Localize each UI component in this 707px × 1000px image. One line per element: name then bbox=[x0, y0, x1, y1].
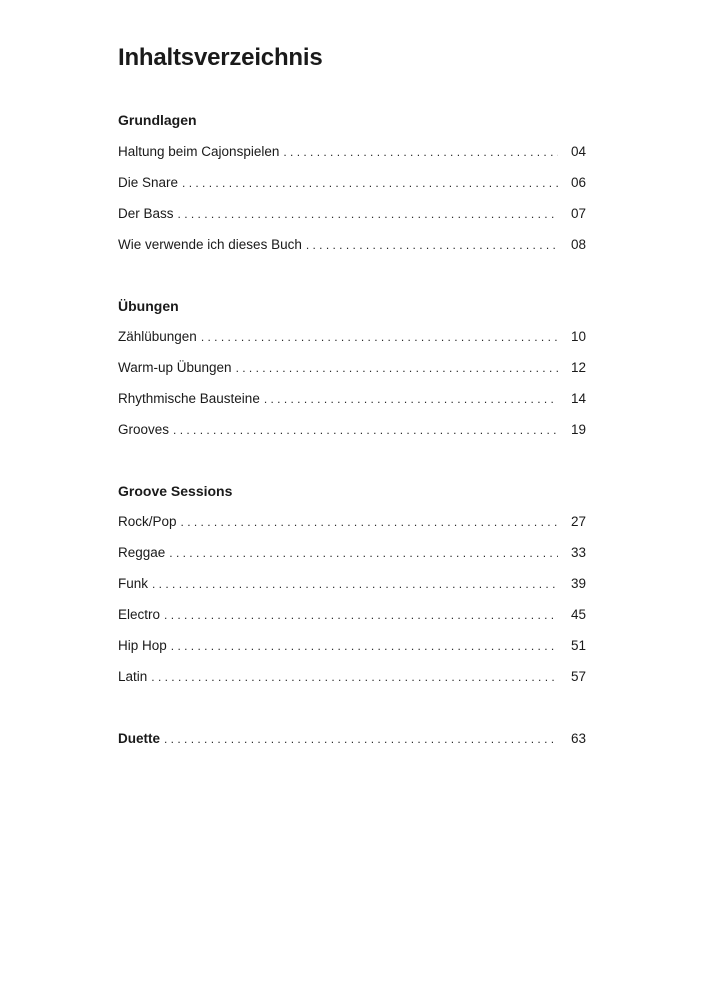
leader-dots bbox=[173, 421, 558, 439]
toc-entry-page: 51 bbox=[570, 638, 586, 653]
toc-entry-page: 27 bbox=[570, 514, 586, 529]
toc-entry-label: Der Bass bbox=[118, 206, 174, 221]
toc-entry-label: Zählübungen bbox=[118, 329, 197, 344]
toc-entry-label: Rhythmische Bausteine bbox=[118, 391, 260, 406]
toc-entry-page: 06 bbox=[570, 175, 586, 190]
leader-dots bbox=[151, 668, 558, 686]
leader-dots bbox=[201, 328, 558, 346]
toc-entry[interactable] bbox=[118, 421, 586, 439]
toc-entry[interactable] bbox=[118, 606, 586, 624]
section-heading-uebungen: Übungen bbox=[118, 298, 179, 314]
toc-entry[interactable] bbox=[118, 544, 586, 562]
toc-entry-label: Hip Hop bbox=[118, 638, 167, 653]
leader-dots bbox=[306, 236, 558, 254]
page-title: Inhaltsverzeichnis bbox=[118, 44, 323, 71]
toc-entry-label: Rock/Pop bbox=[118, 514, 177, 529]
leader-dots bbox=[178, 205, 558, 223]
toc-entry[interactable] bbox=[118, 513, 586, 531]
toc-entry-page: 08 bbox=[570, 237, 586, 252]
toc-entry[interactable] bbox=[118, 205, 586, 223]
toc-entry-label: Warm-up Übungen bbox=[118, 360, 232, 375]
toc-entry[interactable] bbox=[118, 637, 586, 655]
leader-dots bbox=[264, 390, 558, 408]
leader-dots bbox=[283, 143, 558, 161]
toc-entry-duette[interactable] bbox=[118, 730, 586, 748]
toc-entry-page: 19 bbox=[570, 422, 586, 437]
toc-entry-page: 12 bbox=[570, 360, 586, 375]
leader-dots bbox=[171, 637, 558, 655]
toc-entry[interactable] bbox=[118, 575, 586, 593]
leader-dots bbox=[164, 730, 558, 748]
toc-entry-page: 07 bbox=[570, 206, 586, 221]
toc-entry-label: Electro bbox=[118, 607, 161, 622]
toc-entry-page: 39 bbox=[570, 576, 586, 591]
toc-entry-label: Funk bbox=[118, 576, 149, 591]
toc-entry[interactable] bbox=[118, 668, 586, 686]
toc-entry-page: 33 bbox=[570, 545, 586, 560]
toc-entry[interactable] bbox=[118, 390, 586, 408]
section-heading-grundlagen: Grundlagen bbox=[118, 112, 197, 128]
toc-entry-label: Latin bbox=[118, 669, 148, 684]
leader-dots bbox=[152, 575, 558, 593]
leader-dots bbox=[169, 544, 558, 562]
toc-entry[interactable] bbox=[118, 236, 586, 254]
toc-entry-page: 14 bbox=[570, 391, 586, 406]
toc-entry-page: 10 bbox=[570, 329, 586, 344]
leader-dots bbox=[182, 174, 558, 192]
toc-entry-page: 57 bbox=[570, 669, 586, 684]
toc-entry[interactable] bbox=[118, 174, 586, 192]
leader-dots bbox=[236, 359, 558, 377]
leader-dots bbox=[164, 606, 558, 624]
toc-entry-label: Haltung beim Cajonspielen bbox=[118, 144, 280, 159]
toc-entry[interactable] bbox=[118, 328, 586, 346]
toc-entry[interactable] bbox=[118, 359, 586, 377]
toc-entry-label: Die Snare bbox=[118, 175, 179, 190]
section-heading-groove-sessions: Groove Sessions bbox=[118, 483, 233, 499]
toc-entry-label: Wie verwende ich dieses Buch bbox=[118, 237, 302, 252]
toc-entry-label: Grooves bbox=[118, 422, 170, 437]
leader-dots bbox=[181, 513, 558, 531]
toc-entry-page: 45 bbox=[570, 607, 586, 622]
toc-entry-label: Reggae bbox=[118, 545, 166, 560]
toc-entry[interactable] bbox=[118, 143, 586, 161]
toc-entry-page: 04 bbox=[570, 144, 586, 159]
toc-entry-page: 63 bbox=[570, 731, 586, 746]
toc-entry-label: Duette bbox=[118, 731, 161, 746]
